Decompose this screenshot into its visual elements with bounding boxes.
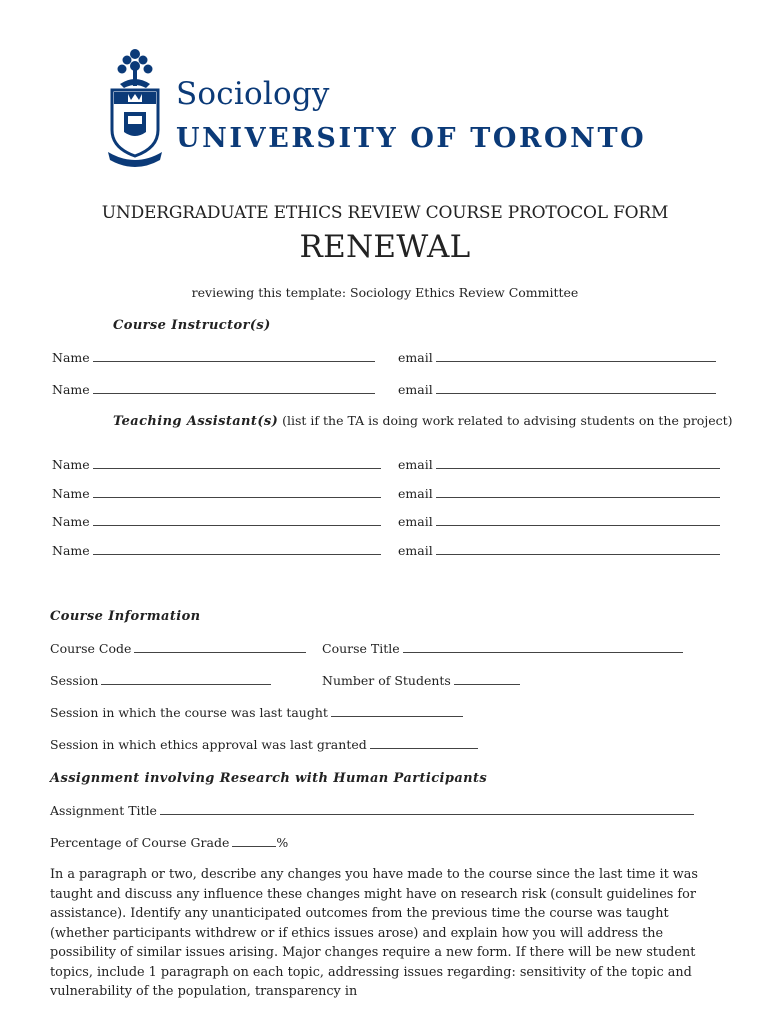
reviewer-line: reviewing this template: Sociology Ethics Review Committee [191,285,579,300]
instructor-name-row-1 [52,350,375,365]
ta-name-row-3 [52,514,381,529]
instructors-heading: Course Instructor(s) [113,318,271,333]
ta-email-field-4[interactable] [436,543,720,555]
ta-name-row-2 [52,486,381,501]
num-students-row [322,673,520,688]
email-label: email [398,543,433,558]
session-row [50,673,271,688]
course-title-label: Course Title [322,641,400,656]
grade-percentage-label: Percentage of Course Grade [50,835,230,850]
instructions-paragraph: In a paragraph or two, describe any changes you have made to the course since the last time it was taught and discuss any influence these changes might have on research risk (consult guidelines for assistance). Identify any unanticipated outcomes from the previous time the course was taught (whether participants withdrew or if ethics issues arose) and explain how you will address the possibility of similar issues arising. Major changes require a new form. If there will be new student topics, include 1 paragraph on each topic, addressing issues regarding: sensitivity of the topic and vulnerability of the population, transparency in [50,867,698,999]
name-label: Name [52,543,90,558]
assignment-heading: Assignment involving Research with Human Participants [50,771,488,786]
name-label: Name [52,486,90,501]
email-label: email [398,457,433,472]
ta-name-row-4 [52,543,381,558]
email-label: email [398,486,433,501]
ta-email-field-2[interactable] [436,486,720,498]
ta-email-row-2 [398,486,720,501]
form-title: UNDERGRADUATE ETHICS REVIEW COURSE PROTOCOL FORM [101,203,669,223]
last-taught-field[interactable] [331,705,463,717]
assignment-title-field[interactable] [160,803,694,815]
course-title-field[interactable] [403,641,683,653]
name-label: Name [52,350,90,365]
ta-heading: Teaching Assistant(s) [113,414,279,429]
instructor-name-field-2[interactable] [93,382,375,394]
assignment-title-label: Assignment Title [50,803,157,818]
last-approval-field[interactable] [370,737,478,749]
ta-email-field-3[interactable] [436,514,720,526]
ta-name-field-1[interactable] [93,457,381,469]
name-label: Name [52,382,90,397]
ta-email-row-4 [398,543,720,558]
ta-email-row-1 [398,457,720,472]
ta-name-field-4[interactable] [93,543,381,555]
email-label: email [398,382,433,397]
ta-name-field-3[interactable] [93,514,381,526]
assignment-title-row [50,803,694,818]
session-field[interactable] [101,673,271,685]
course-code-row [50,641,306,656]
session-label: Session [50,673,99,688]
instructor-name-field-1[interactable] [93,350,375,362]
grade-percentage-field[interactable] [232,835,276,847]
ta-email-field-1[interactable] [436,457,720,469]
email-label: email [398,350,433,365]
course-code-label: Course Code [50,641,132,656]
instructor-email-row-2 [398,382,716,397]
num-students-field[interactable] [454,673,520,685]
ta-note: (list if the TA is doing work related to advising students on the project) [278,413,733,428]
percent-sign: % [276,835,289,850]
num-students-label: Number of Students [322,673,451,688]
ta-name-row-1 [52,457,381,472]
instructor-email-row-1 [398,350,716,365]
last-approval-row [50,737,478,752]
course-title-row [322,641,683,656]
course-info-heading: Course Information [50,609,201,624]
form-subtitle: RENEWAL [299,229,471,265]
ta-heading-row [113,413,733,429]
instructor-email-field-1[interactable] [436,350,716,362]
grade-percentage-row [50,835,288,850]
logo-university-name: UNIVERSITY OF TORONTO [176,123,647,154]
course-code-field[interactable] [134,641,306,653]
name-label: Name [52,514,90,529]
last-approval-label: Session in which ethics approval was last granted [50,737,367,752]
last-taught-label: Session in which the course was last taught [50,705,328,720]
university-crest [106,44,164,170]
ta-email-row-3 [398,514,720,529]
ta-name-field-2[interactable] [93,486,381,498]
logo-unit-name: Sociology [176,76,330,112]
instructor-name-row-2 [52,382,375,397]
instructor-email-field-2[interactable] [436,382,716,394]
email-label: email [398,514,433,529]
name-label: Name [52,457,90,472]
last-taught-row [50,705,463,720]
